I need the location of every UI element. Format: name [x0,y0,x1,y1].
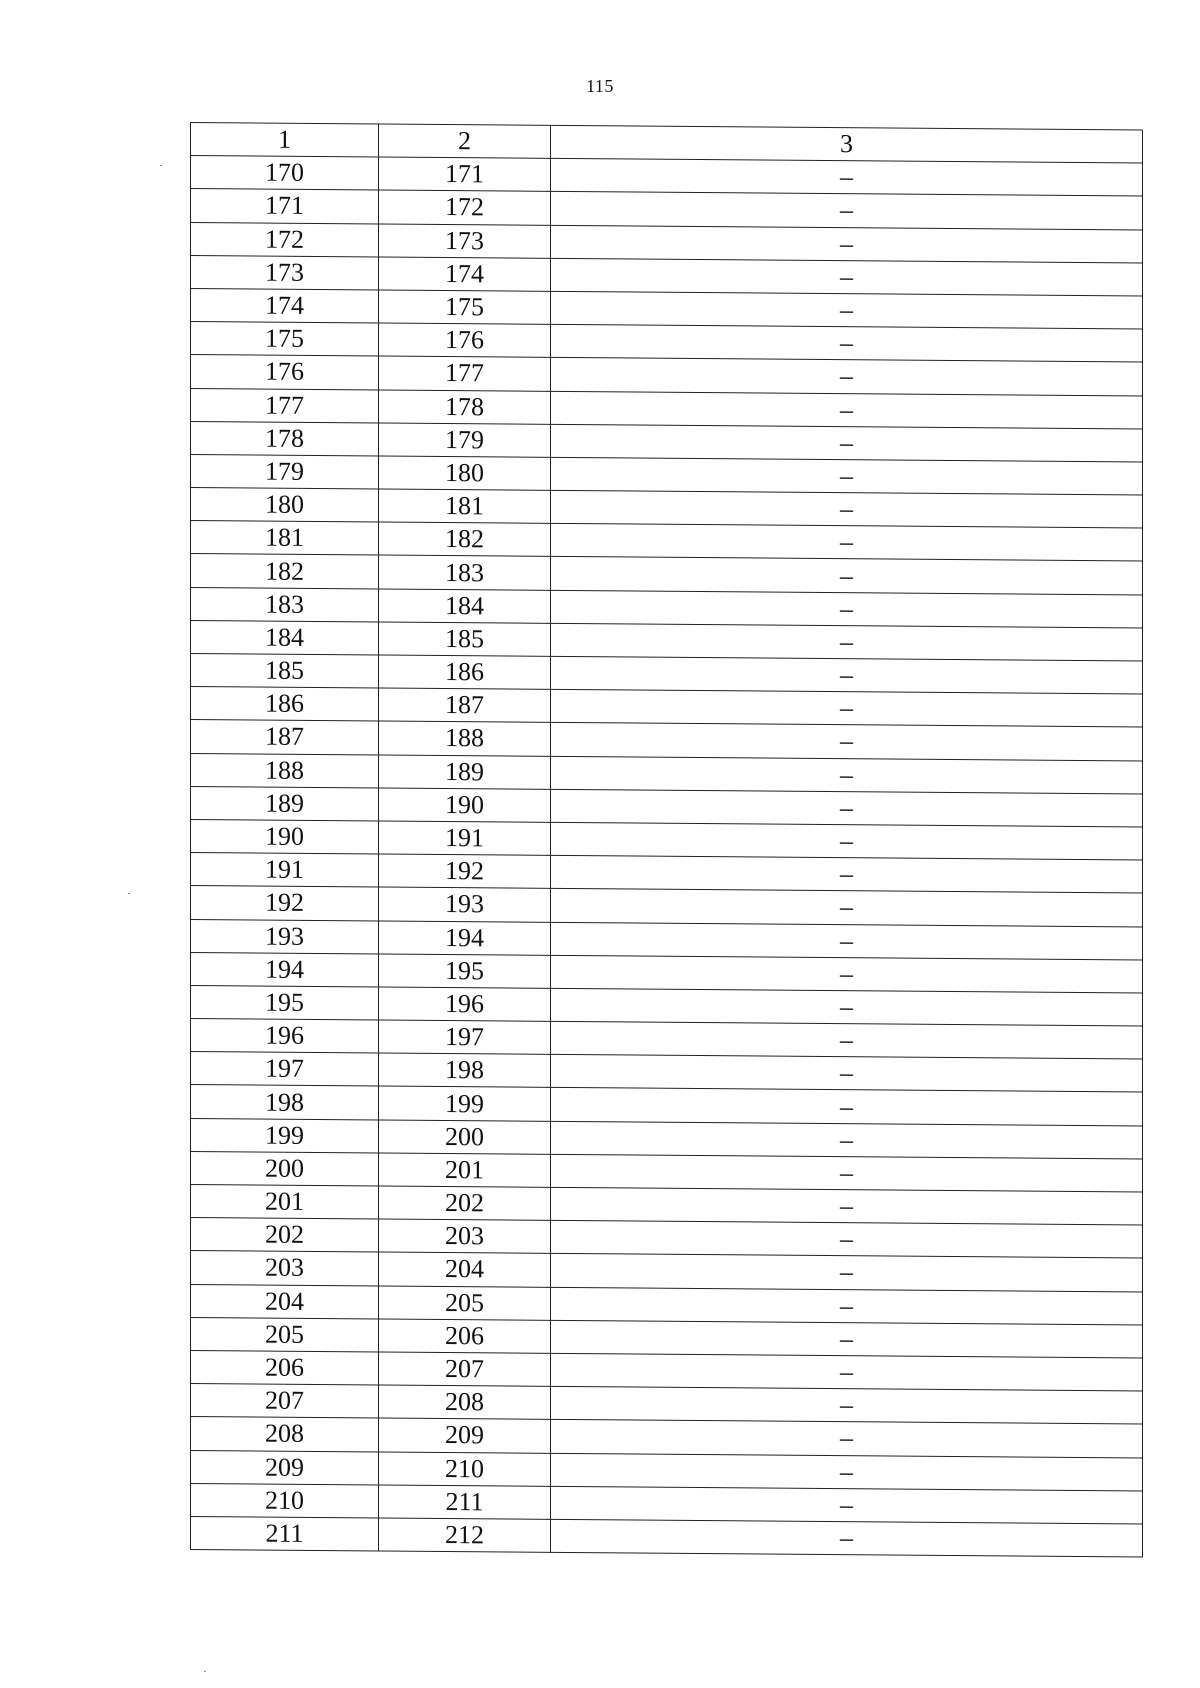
table-cell-col-1: 197 [191,1052,379,1087]
table-cell-col-2: 174 [379,257,551,292]
table-cell-col-1: 189 [191,786,379,821]
table-cell-col-1: 198 [191,1085,379,1120]
table-cell-col-3: – [551,524,1143,562]
table-cell-col-1: 194 [191,952,379,987]
table-cell-col-2: 173 [379,224,551,259]
table-cell-col-1: 184 [191,620,379,655]
table-cell-col-2: 204 [379,1252,551,1287]
table-cell-col-1: 185 [191,654,379,689]
table-cell-col-3: – [551,1154,1143,1192]
table-body [191,123,1143,1558]
table-cell-col-3: – [551,623,1143,661]
table-cell-col-2: 199 [379,1086,551,1121]
table-cell-col-2: 185 [379,622,551,657]
table-cell-col-3: – [551,557,1143,595]
table-cell-col-3: – [551,258,1143,296]
scan-speck [128,893,130,894]
column-header-2: 2 [379,124,551,159]
table-cell-col-3: – [551,1453,1143,1491]
table-cell-col-1: 174 [191,288,379,323]
table-cell-col-3: – [551,723,1143,761]
table-cell-col-3: – [551,656,1143,694]
table-cell-col-2: 205 [379,1286,551,1321]
table-cell-col-3: – [551,1287,1143,1325]
table-cell-col-3: – [551,225,1143,263]
table-cell-col-2: 192 [379,854,551,889]
table-cell-col-3: – [551,324,1143,362]
table-cell-col-1: 178 [191,421,379,456]
table-cell-col-2: 195 [379,954,551,989]
table-cell-col-1: 204 [191,1284,379,1319]
table-cell-col-1: 186 [191,687,379,722]
table-cell-col-1: 182 [191,554,379,589]
table-cell-col-2: 175 [379,290,551,325]
table-cell-col-3: – [551,1021,1143,1059]
table-cell-col-3: – [551,1353,1143,1391]
table-cell-col-1: 202 [191,1218,379,1253]
table-cell-col-2: 183 [379,555,551,590]
table-cell-col-3: – [551,922,1143,960]
table-cell-col-3: – [551,391,1143,429]
table-cell-col-2: 211 [379,1485,551,1520]
table-cell-col-3: – [551,457,1143,495]
table-cell-col-2: 172 [379,190,551,225]
table-cell-col-2: 181 [379,489,551,524]
table-cell-col-3: – [551,1221,1143,1259]
table-cell-col-3: – [551,988,1143,1026]
table-cell-col-1: 200 [191,1151,379,1186]
table-cell-col-2: 201 [379,1153,551,1188]
table-cell-col-1: 195 [191,985,379,1020]
table-cell-col-1: 211 [191,1516,379,1551]
page-number: 115 [586,76,614,96]
table-cell-col-2: 176 [379,323,551,358]
table-cell-col-2: 202 [379,1186,551,1221]
table-cell-col-1: 170 [191,156,379,191]
table-cell-col-2: 197 [379,1020,551,1055]
table-cell-col-1: 199 [191,1118,379,1153]
table-cell-col-1: 177 [191,388,379,423]
table-cell-col-1: 172 [191,222,379,257]
table-cell-col-2: 184 [379,589,551,624]
table-cell-col-2: 212 [379,1518,551,1553]
table-cell-col-1: 209 [191,1450,379,1485]
table-cell-col-3: – [551,1420,1143,1458]
table-cell-col-1: 187 [191,720,379,755]
table-cell-col-2: 207 [379,1352,551,1387]
table-cell-col-1: 191 [191,853,379,888]
table-cell-col-3: – [551,889,1143,927]
data-table [190,122,1143,1558]
table-cell-col-3: – [551,855,1143,893]
table-cell-col-3: – [551,192,1143,230]
table-cell-col-2: 194 [379,920,551,955]
table-cell-col-2: 191 [379,821,551,856]
scan-speck [160,165,162,166]
table-cell-col-2: 210 [379,1451,551,1486]
table-cell-col-1: 176 [191,355,379,390]
table-cell-col-2: 182 [379,522,551,557]
table-cell-col-3: – [551,1320,1143,1358]
table-cell-col-3: – [551,1519,1143,1557]
table-cell-col-3: – [551,490,1143,528]
table-cell-col-2: 209 [379,1418,551,1453]
table-cell-col-3: – [551,1187,1143,1225]
table-cell-col-2: 208 [379,1385,551,1420]
table-cell-col-3: – [551,1386,1143,1424]
table-cell-col-1: 205 [191,1317,379,1352]
column-header-1: 1 [191,123,379,158]
table-cell-col-3: – [551,690,1143,728]
table-cell-col-2: 203 [379,1219,551,1254]
scan-speck [204,1671,206,1672]
table-row [191,1516,1143,1557]
table-cell-col-1: 179 [191,454,379,489]
table-cell-col-1: 196 [191,1019,379,1054]
table-cell-col-1: 207 [191,1384,379,1419]
table-cell-col-2: 188 [379,721,551,756]
table-cell-col-2: 187 [379,688,551,723]
table-cell-col-2: 189 [379,755,551,790]
table-cell-col-1: 201 [191,1185,379,1220]
table-cell-col-2: 190 [379,788,551,823]
table-cell-col-2: 193 [379,887,551,922]
table-cell-col-1: 183 [191,587,379,622]
table-cell-col-2: 178 [379,389,551,424]
table-cell-col-3: – [551,955,1143,993]
table-cell-col-1: 188 [191,753,379,788]
table-cell-col-2: 198 [379,1053,551,1088]
table-cell-col-3: – [551,1121,1143,1159]
table-cell-col-1: 210 [191,1483,379,1518]
table-cell-col-1: 180 [191,488,379,523]
table-cell-col-1: 206 [191,1350,379,1385]
table-cell-col-3: – [551,1055,1143,1093]
table-cell-col-2: 186 [379,655,551,690]
table-cell-col-3: – [551,1088,1143,1126]
table-cell-col-3: – [551,756,1143,794]
table-cell-col-2: 196 [379,987,551,1022]
table-cell-col-3: – [551,291,1143,329]
column-header-3: 3 [551,125,1143,163]
table-cell-col-1: 203 [191,1251,379,1286]
table-cell-col-3: – [551,1254,1143,1292]
table-cell-col-1: 190 [191,819,379,854]
table-cell-col-2: 177 [379,356,551,391]
table-cell-col-3: – [551,424,1143,462]
table-cell-col-3: – [551,358,1143,396]
table-cell-col-2: 171 [379,157,551,192]
table-cell-col-3: – [551,1486,1143,1524]
table-cell-col-1: 192 [191,886,379,921]
table-cell-col-1: 171 [191,189,379,224]
table-cell-col-3: – [551,822,1143,860]
table-cell-col-3: – [551,789,1143,827]
table-cell-col-1: 173 [191,255,379,290]
table-cell-col-3: – [551,590,1143,628]
table-cell-col-2: 180 [379,456,551,491]
table-cell-col-2: 200 [379,1120,551,1155]
table-cell-col-1: 193 [191,919,379,954]
table-cell-col-2: 206 [379,1319,551,1354]
table-cell-col-1: 181 [191,521,379,556]
table-cell-col-2: 179 [379,423,551,458]
table-cell-col-1: 208 [191,1417,379,1452]
table-cell-col-1: 175 [191,322,379,357]
table-cell-col-3: – [551,159,1143,197]
